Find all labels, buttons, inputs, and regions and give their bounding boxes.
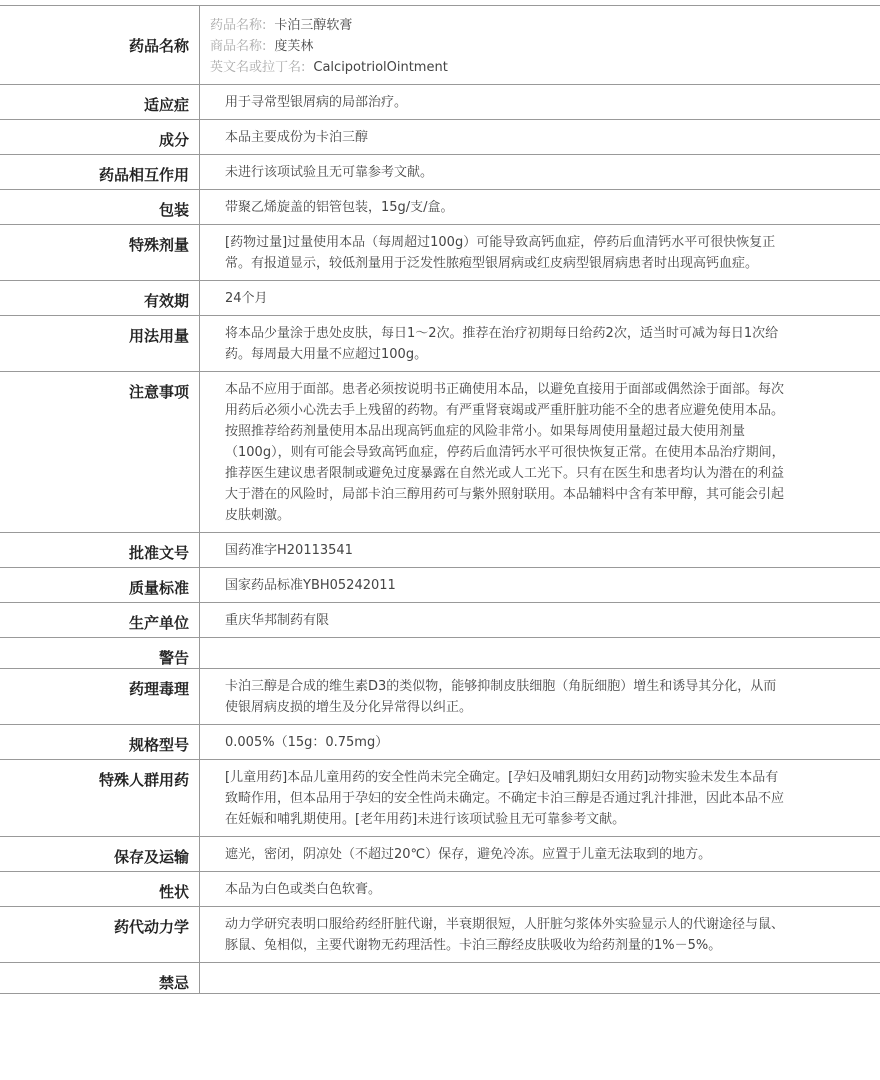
row-label: 包装 <box>0 190 200 224</box>
row-label: 用法用量 <box>0 316 200 371</box>
trade-name-key: 商品名称: <box>210 39 267 54</box>
table-body <box>0 85 880 994</box>
table-row <box>0 190 880 225</box>
english-name-line <box>210 57 870 78</box>
row-label: 特殊剂量 <box>0 225 200 280</box>
table-row <box>0 120 880 155</box>
generic-name-key: 药品名称: <box>210 18 267 33</box>
generic-name-value: 卡泊三醇软膏 <box>274 18 353 33</box>
row-value <box>200 638 880 659</box>
table-row <box>0 568 880 603</box>
row-value: 0.005%（15g：0.75mg） <box>225 735 389 750</box>
row-label: 特殊人群用药 <box>0 760 200 836</box>
row-value: [药物过量]过量使用本品（每周超过100g）可能导致高钙血症，停药后血清钙水平可很快恢复正常。有报道显示，较低剂量用于泛发性脓疱型银屑病或红皮病型银屑病患者时出现高钙血症。 <box>225 235 776 271</box>
row-label: 适应症 <box>0 85 200 119</box>
table-row <box>0 155 880 190</box>
drug-names-block <box>200 6 880 84</box>
table-row <box>0 533 880 568</box>
english-name-value: CalcipotriolOintment <box>313 60 448 75</box>
row-label: 成分 <box>0 120 200 154</box>
row-value: 将本品少量涂于患处皮肤，每日1～2次。推荐在治疗初期每日给药2次，适当时可减为每日1次给药。每周最大用量不应超过100g。 <box>225 326 779 362</box>
table-row <box>0 316 880 372</box>
table-row-drug-names <box>0 6 880 85</box>
english-name-key: 英文名或拉丁名: <box>210 60 306 75</box>
row-label: 药品名称 <box>0 6 200 84</box>
drug-info-table <box>0 5 880 994</box>
row-value <box>200 963 880 984</box>
row-label: 药代动力学 <box>0 907 200 962</box>
row-label: 规格型号 <box>0 725 200 759</box>
row-label: 批准文号 <box>0 533 200 567</box>
row-label: 药理毒理 <box>0 669 200 724</box>
row-value: 本品为白色或类白色软膏。 <box>225 882 382 897</box>
trade-name-line <box>210 36 870 57</box>
row-value: 动力学研究表明口服给药经肝脏代谢，半衰期很短，人肝脏匀浆体外实验显示人的代谢途径与鼠、豚鼠、兔相似，主要代谢物无药理活性。卡泊三醇经皮肤吸收为给药剂量的1%－5%。 <box>225 917 785 953</box>
row-value: 未进行该项试验且无可靠参考文献。 <box>225 165 434 180</box>
table-row <box>0 603 880 638</box>
row-label: 性状 <box>0 872 200 906</box>
row-value: 用于寻常型银屑病的局部治疗。 <box>225 95 408 110</box>
row-label: 有效期 <box>0 281 200 315</box>
table-row <box>0 760 880 837</box>
table-row <box>0 907 880 963</box>
table-row <box>0 638 880 669</box>
row-value: 重庆华邦制药有限 <box>225 613 330 628</box>
row-label: 保存及运输 <box>0 837 200 871</box>
table-row <box>0 963 880 994</box>
table-row <box>0 281 880 316</box>
table-row <box>0 372 880 533</box>
row-value: 国家药品标准YBH05242011 <box>225 578 396 593</box>
row-value: [儿童用药]本品儿童用药的安全性尚未完全确定。[孕妇及哺乳期妇女用药]动物实验未发生本品有致畸作用，但本品用于孕妇的安全性尚未确定。不确定卡泊三醇是否通过乳汁排泄，因此本品不应在妊娠和哺乳期使用。[老年用药]未进行该项试验且无可靠参考文献。 <box>225 770 785 827</box>
row-label: 禁忌 <box>0 963 200 993</box>
row-label: 警告 <box>0 638 200 668</box>
table-row <box>0 225 880 281</box>
trade-name-value: 度芙林 <box>274 39 314 54</box>
row-value: 带聚乙烯旋盖的铝管包装，15g/支/盒。 <box>225 200 454 215</box>
table-row <box>0 725 880 760</box>
row-label: 注意事项 <box>0 372 200 532</box>
table-row <box>0 872 880 907</box>
table-row <box>0 85 880 120</box>
row-label: 生产单位 <box>0 603 200 637</box>
row-label: 质量标准 <box>0 568 200 602</box>
row-value: 本品不应用于面部。患者必须按说明书正确使用本品，以避免直接用于面部或偶然涂于面部。每次用药后必须小心洗去手上残留的药物。有严重肾衰竭或严重肝脏功能不全的患者应避免使用本品。按照推荐给药剂量使用本品出现高钙血症的风险非常小。如果每周使用量超过最大使用剂量（100g），则有可能会导致高钙血症，停药后血清钙水平可很快恢复正常。在使用本品治疗期间，推荐医生建议患者限制或避免过度暴露在自然光或人工光下。只有在医生和患者均认为潜在的利益大于潜在的风险时，局部卡泊三醇用药可与紫外照射联用。本品辅料中含有苯甲醇，其可能会引起皮肤刺激。 <box>225 382 785 523</box>
row-value: 24个月 <box>225 291 268 306</box>
table-row <box>0 837 880 872</box>
row-label: 药品相互作用 <box>0 155 200 189</box>
row-value: 遮光，密闭，阴凉处（不超过20℃）保存，避免冷冻。应置于儿童无法取到的地方。 <box>225 847 712 862</box>
row-value: 本品主要成份为卡泊三醇 <box>225 130 369 145</box>
table-row <box>0 669 880 725</box>
row-value: 国药准字H20113541 <box>225 543 353 558</box>
row-value: 卡泊三醇是合成的维生素D3的类似物，能够抑制皮肤细胞（角朊细胞）增生和诱导其分化，从而使银屑病皮损的增生及分化异常得以纠正。 <box>225 679 777 715</box>
generic-name-line <box>210 15 870 36</box>
